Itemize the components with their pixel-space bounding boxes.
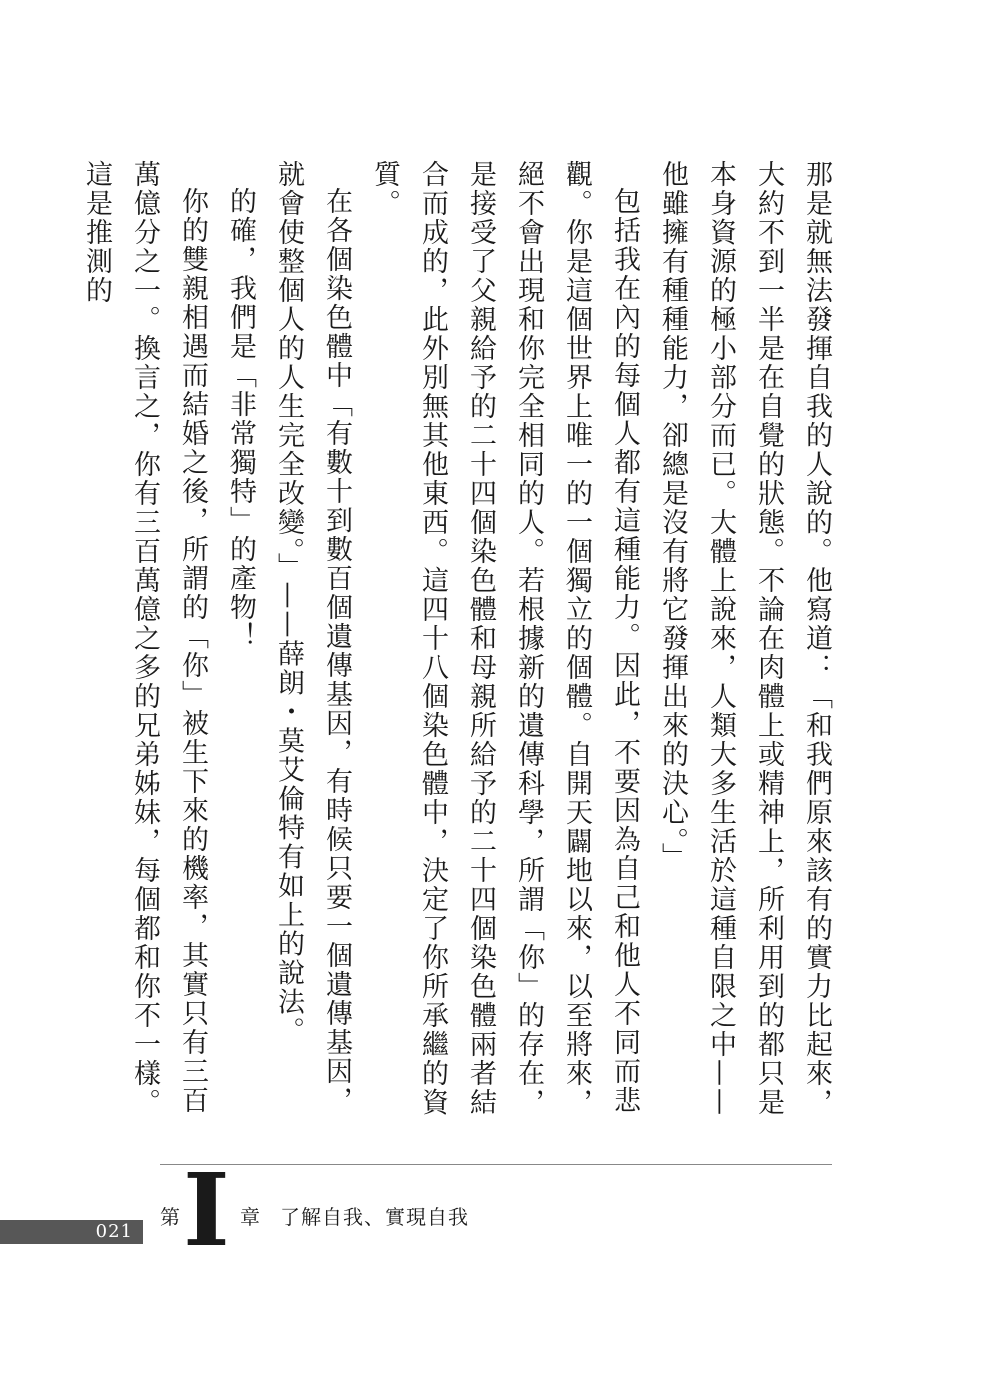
page-number: 021 [0, 1220, 143, 1244]
chapter-number: I [183, 1151, 230, 1269]
chapter-title: 了解自我、實現自我 [280, 1205, 469, 1229]
paragraph: 的確，我們是「非常獨特」的產物！ [225, 187, 256, 651]
chapter-suffix: 章 [240, 1205, 260, 1229]
paragraph: 那是就無法發揮自我的人說的。他寫道：「和我們原來該有的實力比起來，大約不到一半是在自覺的狀態。不論在肉體上或精神上，所利用到的都只是本身資源的極小部分而已。大體上說來，人類大多生活於這種自限之中——他雖擁有種種能力，卻總是沒有將它發揮出來的決心。」 [657, 160, 832, 1117]
body-text [81, 160, 840, 1120]
paragraph: 在各個染色體中「有數十到數百個遺傳基因，有時候只要一個遺傳基因，就會使整個人的人生完全改變。」——薛朗・莫艾倫特有如上的說法。 [273, 160, 352, 1115]
chapter-prefix: 第 [160, 1205, 180, 1229]
paragraph: 包括我在內的每個人都有這種能力。因此，不要因為自己和他人不同而悲觀。你是這個世界上唯一的一個獨立的個體。自開天闢地以來，以至將來，絕不會出現和你完全相同的人。若根據新的遺傳科學，所謂「你」的存在，是接受了父親給予的二十四個染色體和母親所給予的二十四個染色體兩者結合而成的，此外別無其他東西。這四十八個染色體中，決定了你所承繼的資質。 [369, 160, 640, 1117]
paragraph: 你的雙親相遇而結婚之後，所謂的「你」被生下來的機率，其實只有三百萬億分之一。換言之，你有三百萬億之多的兄弟姊妹，每個都和你不一樣。這是推測的 [81, 160, 208, 1117]
footer-divider [160, 1164, 832, 1165]
